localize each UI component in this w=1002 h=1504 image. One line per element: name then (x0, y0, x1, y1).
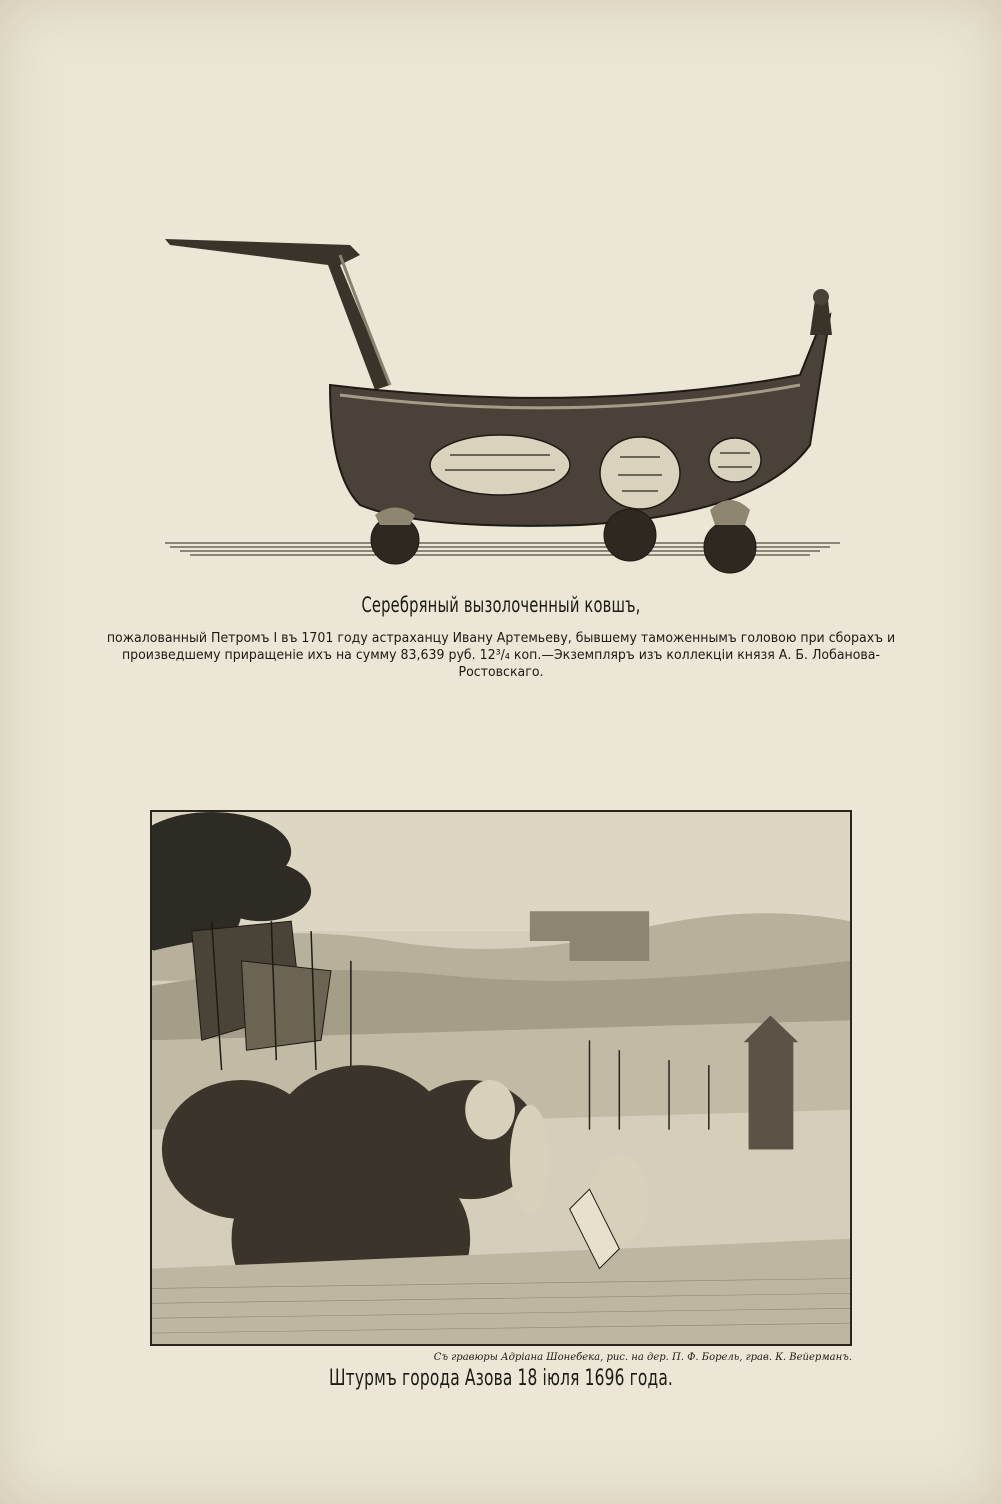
kovsh-illustration (160, 225, 850, 585)
kovsh-caption-text: пожалованный Петромъ I въ 1701 году астраханцу Ивану Артемьеву, бывшему таможеннымъ головою при сборахъ и произведшему приращеніе ихъ на сумму 83,639 руб. 12³/₄ коп.—Экземпляръ изъ коллекціи князя А. Б. Лобанова-Ростовскаго. (106, 630, 896, 680)
azov-caption-title: Штурмъ города Азова 18 іюля 1696 года. (328, 1366, 673, 1391)
engraving-credit: Съ гравюры Адріана Шонебека, рис. на дер. П. Ф. Борель, грав. К. Вейерманъ. (433, 1352, 852, 1363)
kovsh-caption-title: Серебряный вызолоченный ковшъ, (361, 593, 641, 617)
azov-storming-engraving (150, 810, 852, 1346)
